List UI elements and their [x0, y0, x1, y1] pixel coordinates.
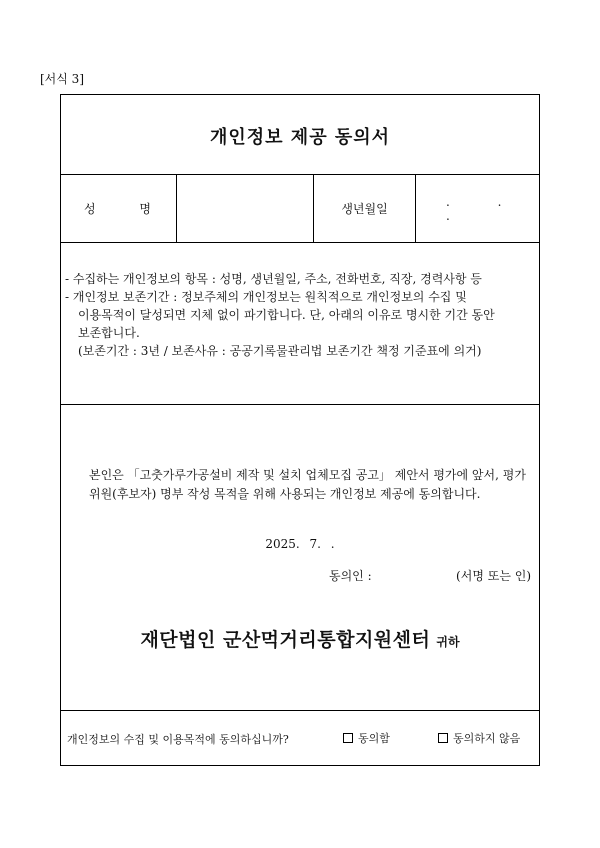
- title-row: [61, 95, 539, 175]
- notice-item: (보존기간 : 3년 / 보존사유 : 공공기록물관리법 보존기간 책정 기준표에 의거): [78, 344, 482, 358]
- consent-text: 본인은 「고춧가루가공설비 제작 및 설치 업체모집 공고」 제안서 평가에 앞서, 평가위원(후보자) 명부 작성 목적을 위해 사용되는 개인정보 제공에 동의합니다.: [89, 468, 526, 501]
- form-title: 개인정보 제공 동의서: [209, 127, 391, 148]
- consent-question: 개인정보의 수집 및 이용목적에 동의하십니까?: [67, 733, 289, 746]
- disagree-checkbox[interactable]: [438, 733, 448, 743]
- notice-item: 이용목적이 달성되면 지체 없이 파기합니다. 단, 아래의 이유로 명시한 기간 동안: [78, 308, 495, 322]
- agree-option[interactable]: [343, 730, 390, 746]
- recipient: [61, 625, 539, 652]
- notice-item: 보존합니다.: [78, 326, 140, 340]
- consent-section: [61, 405, 539, 711]
- disagree-option[interactable]: [438, 730, 520, 746]
- recipient-suffix: 귀하: [436, 635, 460, 649]
- consent-date: 2025. 7. .: [265, 537, 335, 551]
- notice-item: - 수집하는 개인정보의 항목 : 성명, 생년월일, 주소, 전화번호, 직장, 경력사항 등: [65, 272, 482, 286]
- notice-item: - 개인정보 보존기간 : 정보주체의 개인정보는 원칙적으로 개인정보의 수집 및: [65, 290, 467, 304]
- name-label: 성 명: [61, 175, 177, 242]
- name-field[interactable]: [177, 175, 314, 242]
- agree-checkbox[interactable]: [343, 733, 353, 743]
- notice-section: [61, 243, 539, 405]
- consent-form: [60, 94, 540, 766]
- signature-hint: (서명 또는 인): [456, 569, 531, 583]
- form-label: [서식 3]: [40, 72, 84, 86]
- info-row: [61, 175, 539, 243]
- recipient-name: 재단법인 군산먹거리통합지원센터: [140, 629, 431, 651]
- signer-label: 동의인 :: [329, 569, 372, 583]
- question-row: [61, 711, 539, 766]
- disagree-label: 동의하지 않음: [453, 732, 521, 745]
- dob-field[interactable]: . . .: [446, 194, 524, 223]
- agree-label: 동의함: [358, 732, 390, 745]
- dob-label: 생년월일: [314, 175, 416, 242]
